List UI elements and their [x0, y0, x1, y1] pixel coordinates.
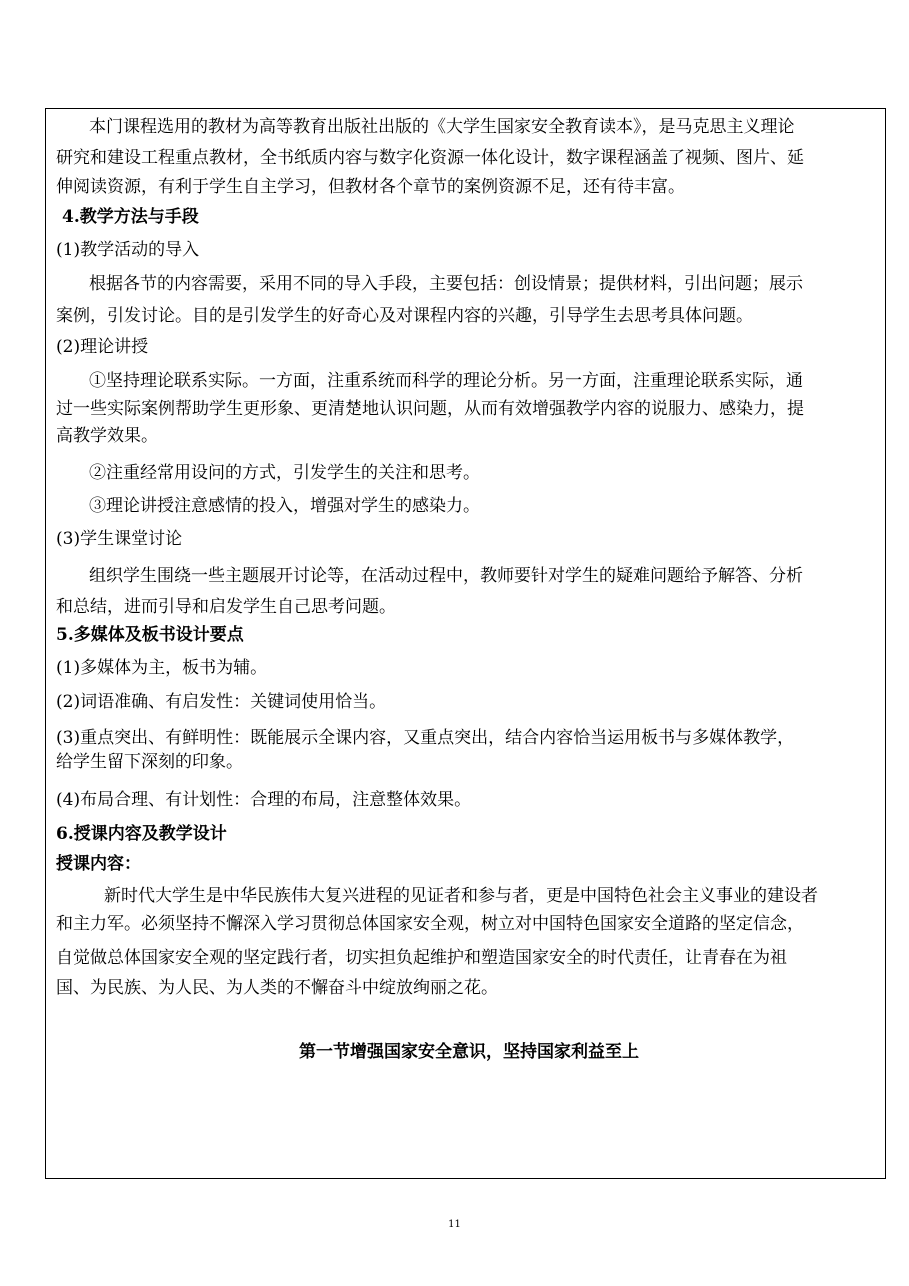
- paragraph-intro-line-1: 根据各节的内容需要，采用不同的导入手段，主要包括：创设情景；提供材料，引出问题；展示: [89, 274, 803, 294]
- paragraph-content-line-3: 自觉做总体国家安全观的坚定践行者，切实担负起维护和塑造国家安全的时代责任，让青春在为祖: [56, 948, 787, 968]
- subheading-teaching-intro: (1)教学活动的导入: [56, 240, 200, 260]
- paragraph-content-line-2: 和主力军。必须坚持不懈深入学习贯彻总体国家安全观，树立对中国特色国家安全道路的坚定信念，: [56, 914, 804, 934]
- page-number: 11: [448, 1219, 461, 1230]
- paragraph-theory-line-1: ①坚持理论联系实际。一方面，注重系统而科学的理论分析。另一方面，注重理论联系实际，通: [89, 371, 803, 391]
- section-heading-4: 4.教学方法与手段: [62, 207, 199, 227]
- section-heading-5: 5.多媒体及板书设计要点: [56, 625, 244, 645]
- paragraph-theory-point-2: ②注重经常用设问的方式，引发学生的关注和思考。: [89, 463, 480, 483]
- section-heading-6: 6.授课内容及教学设计: [56, 824, 227, 844]
- multimedia-item-1: (1)多媒体为主，板书为辅。: [56, 658, 268, 678]
- paragraph-textbook-line-1: 本门课程选用的教材为高等教育出版社出版的《大学生国家安全教育读本》，是马克思主义理论: [89, 117, 795, 137]
- paragraph-theory-line-3: 高教学效果。: [56, 426, 158, 446]
- multimedia-item-2: (2)词语准确、有启发性：关键词使用恰当。: [56, 692, 387, 712]
- paragraph-discussion-line-1: 组织学生围绕一些主题展开讨论等，在活动过程中，教师要针对学生的疑难问题给予解答、分析: [89, 566, 803, 586]
- paragraph-textbook-line-2: 研究和建设工程重点教材，全书纸质内容与数字化资源一体化设计，数字课程涵盖了视频、图片、延: [56, 148, 804, 168]
- chapter-section-title: 第一节增强国家安全意识，坚持国家利益至上: [299, 1042, 639, 1062]
- paragraph-discussion-line-2: 和总结，进而引导和启发学生自己思考问题。: [56, 597, 396, 617]
- paragraph-theory-point-3: ③理论讲授注意感情的投入，增强对学生的感染力。: [89, 496, 480, 516]
- label-lecture-content: 授课内容：: [56, 854, 141, 874]
- subheading-class-discussion: (3)学生课堂讨论: [56, 529, 183, 549]
- subheading-theory-lecture: (2)理论讲授: [56, 337, 149, 357]
- multimedia-item-3-line-1: (3)重点突出、有鲜明性：既能展示全课内容，又重点突出，结合内容恰当运用板书与多媒体教学，: [56, 728, 795, 748]
- multimedia-item-4: (4)布局合理、有计划性：合理的布局，注意整体效果。: [56, 790, 472, 810]
- paragraph-theory-line-2: 过一些实际案例帮助学生更形象、更清楚地认识问题，从而有效增强教学内容的说服力、感染力，提: [56, 399, 804, 419]
- paragraph-textbook-line-3: 伸阅读资源，有利于学生自主学习，但教材各个章节的案例资源不足，还有待丰富。: [56, 177, 685, 197]
- paragraph-content-line-1: 新时代大学生是中华民族伟大复兴进程的见证者和参与者，更是中国特色社会主义事业的建设者: [104, 886, 818, 906]
- paragraph-content-line-4: 国、为民族、为人民、为人类的不懈奋斗中绽放绚丽之花。: [56, 978, 498, 998]
- paragraph-intro-line-2: 案例，引发讨论。目的是引发学生的好奇心及对课程内容的兴趣，引导学生去思考具体问题。: [56, 306, 753, 326]
- multimedia-item-3-line-2: 给学生留下深刻的印象。: [56, 752, 243, 772]
